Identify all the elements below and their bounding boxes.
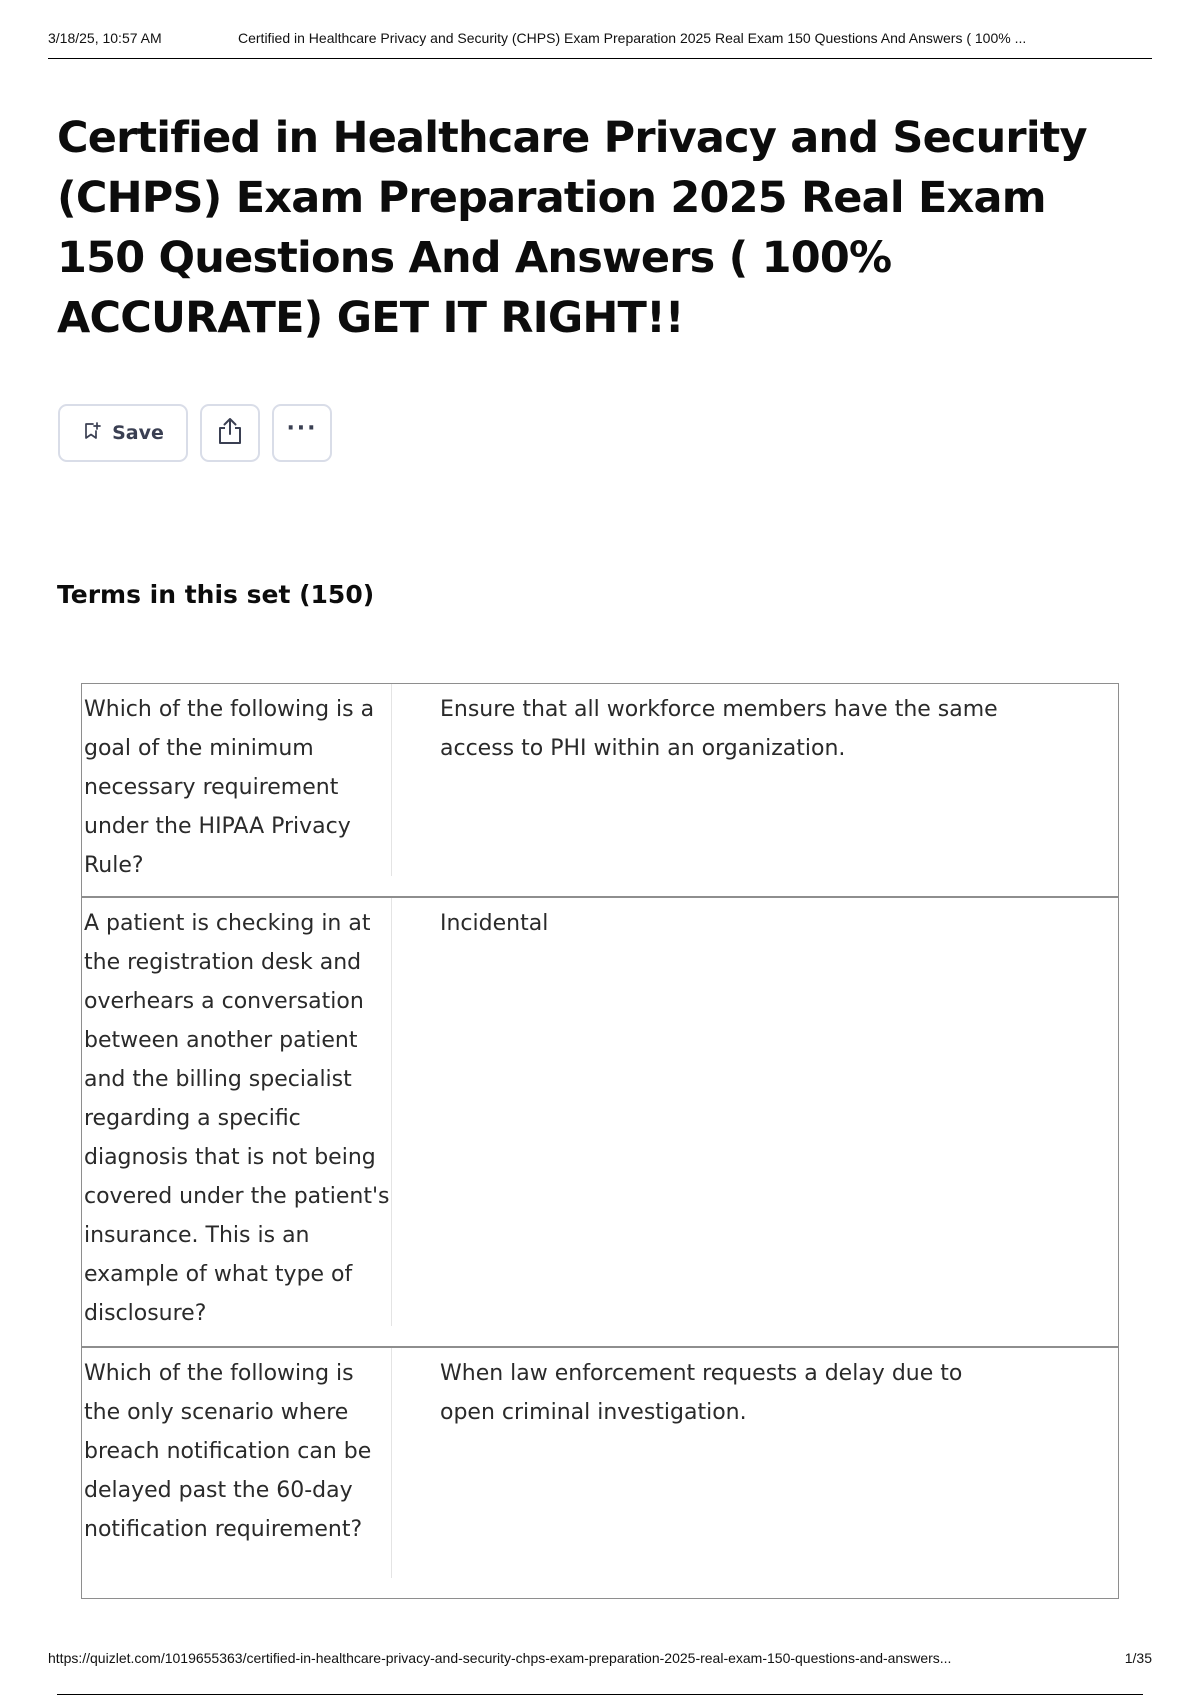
term-row: [82, 684, 1118, 896]
print-timestamp: 3/18/25, 10:57 AM: [48, 30, 162, 46]
save-button[interactable]: [58, 404, 188, 462]
footer-divider: [57, 1694, 1143, 1695]
share-button[interactable]: [200, 404, 260, 462]
term-row: [82, 1346, 1118, 1598]
term-question: A patient is checking in at the registration desk and overhears a conversation between another patient and the billing specialist regarding a specific diagnosis that is not being covered under the patient's insurance. This is an example of what type of disclosure?: [82, 898, 392, 1326]
page-number: 1/35: [1124, 1650, 1152, 1666]
term-question: Which of the following is the only scenario where breach notification can be delayed past the 60-day notification requirement?: [82, 1348, 392, 1578]
print-header: [48, 28, 1152, 59]
term-answer: Ensure that all workforce members have the same access to PHI within an organization.: [440, 697, 998, 761]
share-icon: [216, 416, 244, 450]
term-answer: Incidental: [440, 911, 549, 936]
action-bar: [58, 404, 332, 464]
more-horizontal-icon: ···: [286, 416, 318, 441]
print-footer-url: https://quizlet.com/1019655363/certified-in-healthcare-privacy-and-security-chps-exam-preparation-2025-real-exam-150-questions-and-answers...: [48, 1650, 952, 1666]
print-header-title: Certified in Healthcare Privacy and Security (CHPS) Exam Preparation 2025 Real Exam 150 Questions And Answers ( 100% ...: [238, 30, 1027, 46]
more-options-button[interactable]: [272, 404, 332, 462]
bookmark-add-icon: [82, 421, 102, 445]
term-answer: When law enforcement requests a delay due to open criminal investigation.: [440, 1361, 963, 1425]
save-label: Save: [112, 422, 164, 444]
term-question: Which of the following is a goal of the minimum necessary requirement under the HIPAA Privacy Rule?: [82, 684, 392, 876]
page-title: Certified in Healthcare Privacy and Security (CHPS) Exam Preparation 2025 Real Exam 150 Questions And Answers ( 100% ACCURATE) GET IT RIGHT!!: [57, 113, 1087, 343]
terms-table: [81, 683, 1119, 1599]
term-row: [82, 896, 1118, 1346]
terms-heading: Terms in this set (150): [57, 580, 375, 609]
